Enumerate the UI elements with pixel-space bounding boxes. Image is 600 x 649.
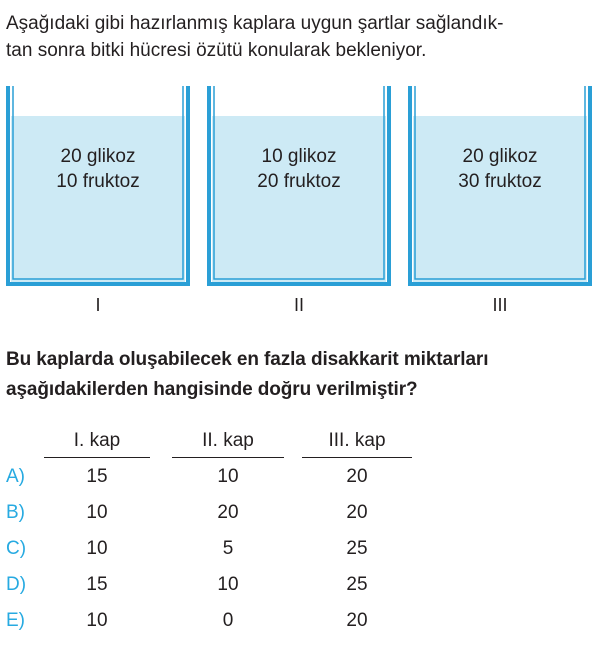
container-3-fructose: 30 fruktoz	[458, 171, 542, 192]
option-letter[interactable]: C)	[6, 538, 27, 559]
container-3-glucose: 20 glikoz	[462, 146, 538, 167]
option-d-cell-2: 10	[217, 574, 239, 595]
option-c-row[interactable]	[0, 538, 600, 568]
option-letter[interactable]: B)	[6, 502, 25, 523]
option-a-cell-3: 20	[346, 466, 368, 487]
container-3-contents	[408, 144, 592, 194]
table-header-3: III. kap	[302, 430, 412, 458]
container-2-numeral: II	[293, 295, 304, 315]
container-3-numeral: III	[492, 295, 508, 315]
question-line-1: Bu kaplarda oluşabilecek en fazla disakkarit miktarları	[6, 349, 489, 370]
option-c-cell-1: 10	[86, 538, 108, 559]
question-stem	[6, 345, 600, 405]
intro-line-1: Aşağıdaki gibi hazırlanmış kaplara uygun şartlar sağlandık-	[6, 13, 504, 34]
question-line-2: aşağıdakilerden hangisinde doğru verilmiştir?	[6, 379, 418, 400]
option-e-cell-2: 0	[222, 610, 234, 631]
container-2-glucose: 10 glikoz	[261, 146, 337, 167]
container-1-numeral: I	[95, 295, 101, 315]
option-a-cell-2: 10	[217, 466, 239, 487]
container-2-fructose: 20 fruktoz	[257, 171, 341, 192]
table-header-2: II. kap	[172, 430, 284, 458]
option-d-cell-3: 25	[346, 574, 368, 595]
container-1-glucose: 20 glikoz	[60, 146, 136, 167]
option-d-cell-1: 15	[86, 574, 108, 595]
option-b-cell-3: 20	[346, 502, 368, 523]
container-3	[408, 86, 592, 287]
container-1-contents	[6, 144, 190, 194]
container-1-fructose: 10 fruktoz	[56, 171, 140, 192]
water-fill	[413, 116, 587, 282]
option-b-cell-2: 20	[217, 502, 239, 523]
option-d-row[interactable]	[0, 574, 600, 604]
option-letter[interactable]: A)	[6, 466, 25, 487]
water-fill	[212, 116, 386, 282]
option-b-row[interactable]	[0, 502, 600, 532]
question-intro	[6, 10, 596, 64]
option-letter[interactable]: E)	[6, 610, 25, 631]
option-b-cell-1: 10	[86, 502, 108, 523]
option-e-cell-1: 10	[86, 610, 108, 631]
container-2-contents	[207, 144, 391, 194]
option-letter[interactable]: D)	[6, 574, 27, 595]
intro-line-2: tan sonra bitki hücresi özütü konularak bekleniyor.	[6, 40, 427, 61]
option-a-row[interactable]	[0, 466, 600, 496]
option-e-row[interactable]	[0, 610, 600, 640]
water-fill	[11, 116, 185, 282]
container-1	[6, 86, 190, 287]
table-header-1: I. kap	[44, 430, 150, 458]
option-c-cell-2: 5	[222, 538, 234, 559]
option-a-cell-1: 15	[86, 466, 108, 487]
container-2	[207, 86, 391, 287]
option-e-cell-3: 20	[346, 610, 368, 631]
option-c-cell-3: 25	[346, 538, 368, 559]
